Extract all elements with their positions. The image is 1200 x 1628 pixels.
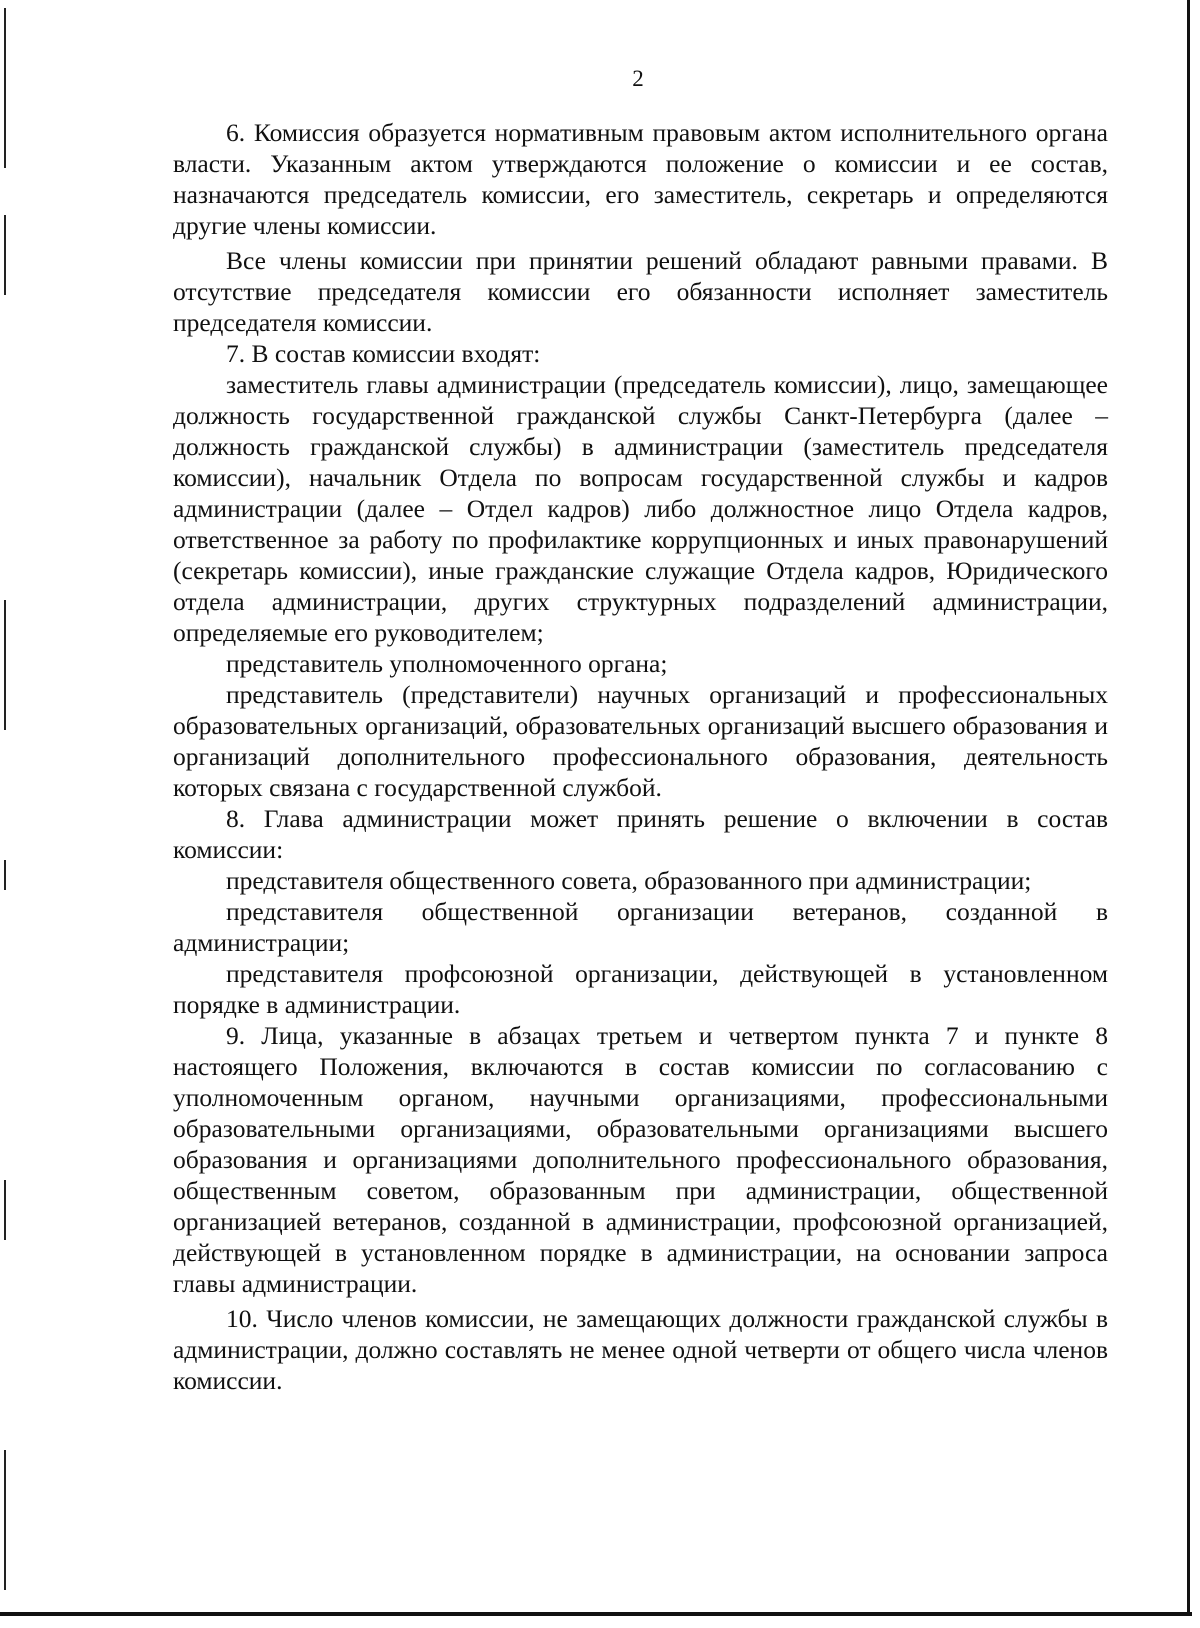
scan-edge-artifact bbox=[4, 600, 6, 730]
scan-edge-artifact bbox=[0, 1612, 1192, 1616]
document-body bbox=[173, 117, 1108, 1396]
page-number: 2 bbox=[632, 66, 644, 91]
paragraph: представитель уполномоченного органа; bbox=[226, 649, 668, 678]
paragraph: представитель (представители) научных организаций и профессиональных образовательных организаций, образовательных организаций высшего образования и организаций дополнительного профессионального образования, деятельность которых связана с государственной службой. bbox=[173, 680, 1108, 802]
scan-edge-artifact bbox=[4, 1450, 6, 1590]
paragraph: представителя общественного совета, образованного при администрации; bbox=[226, 866, 1032, 895]
scan-edge-artifact bbox=[4, 1180, 6, 1240]
paragraph: 9. Лица, указанные в абзацах третьем и четвертом пункта 7 и пункте 8 настоящего Положения, включаются в состав комиссии по согласованию с уполномоченным органом, научными организациями, профессиональными образовательными организациями, образовательными организациями высшего образования и организациями дополнительного профессионального образования, общественным советом, образованным при администрации, общественной организацией ветеранов, созданной в администрации, профсоюзной организацией, действующей в установленном порядке в администрации, на основании запроса главы администрации. bbox=[173, 1021, 1108, 1298]
paragraph: 7. В состав комиссии входят: bbox=[226, 339, 541, 368]
paragraph: 10. Число членов комиссии, не замещающих должности гражданской службы в администрации, должно составлять не менее одной четверти от общего числа членов комиссии. bbox=[173, 1304, 1108, 1395]
paragraph: представителя профсоюзной организации, действующей в установленном порядке в администрации. bbox=[173, 959, 1108, 1019]
scan-edge-artifact bbox=[4, 215, 6, 295]
scan-edge-artifact bbox=[1187, 0, 1190, 1615]
scan-edge-artifact bbox=[4, 860, 6, 890]
paragraph: Все члены комиссии при принятии решений обладают равными правами. В отсутствие председателя комиссии его обязанности исполняет заместитель председателя комиссии. bbox=[173, 246, 1108, 337]
paragraph: 8. Глава администрации может принять решение о включении в состав комиссии: bbox=[173, 804, 1108, 864]
paragraph: 6. Комиссия образуется нормативным правовым актом исполнительного органа власти. Указанным актом утверждаются положение о комиссии и ее состав, назначаются председатель комиссии, его заместитель, секретарь и определяются другие члены комиссии. bbox=[173, 118, 1108, 240]
paragraph: представителя общественной организации ветеранов, созданной в администрации; bbox=[173, 897, 1108, 957]
paragraph: заместитель главы администрации (председатель комиссии), лицо, замещающее должность государственной гражданской службы Санкт-Петербурга (далее – должность гражданской службы) в администрации (заместитель председателя комиссии), начальник Отдела по вопросам государственной службы и кадров администрации (далее – Отдел кадров) либо должностное лицо Отдела кадров, ответственное за работу по профилактике коррупционных и иных правонарушений (секретарь комиссии), иные гражданские служащие Отдела кадров, Юридического отдела администрации, других структурных подразделений администрации, определяемые его руководителем; bbox=[173, 370, 1108, 647]
